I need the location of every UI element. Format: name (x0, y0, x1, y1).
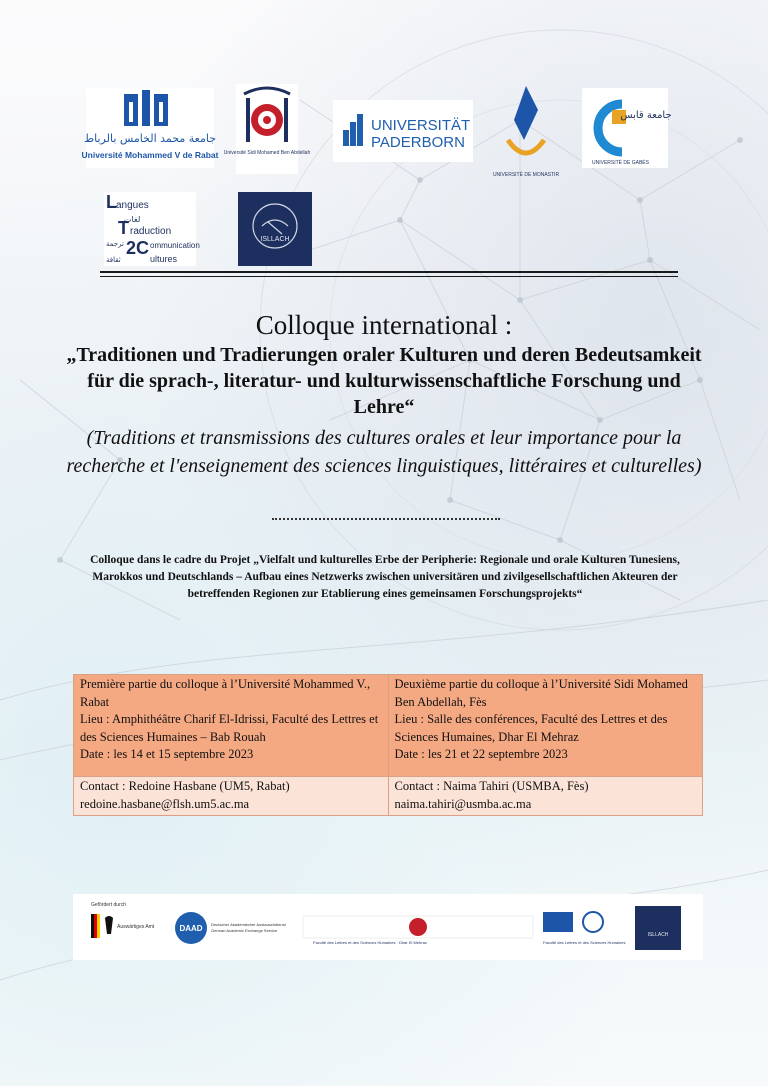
svg-text:2C: 2C (126, 238, 150, 258)
right-date: Date : les 21 et 22 septembre 2023 (394, 747, 568, 761)
right-lieu: Lieu : Salle des conférences, Faculté des Lettres et des Sciences Humaines, Dhar El Mehraz (394, 712, 668, 744)
fes-faculty-text: Faculté des Lettres et des Sciences Humaines · Dhar El Mehraz (313, 940, 427, 945)
monastir-logo (494, 80, 558, 180)
usmba-logo (223, 84, 311, 174)
dotted-separator (272, 518, 500, 520)
project-description: Colloque dans le cadre du Projet „Vielfalt und kulturelles Erbe der Peripherie: Regionale und orale Kulturen Tunesiens, Marokkos und Deutschlands – Aufbau eines Netzwerks zwischen universitären und zivilgesellschaftlichen Akteuren der betreffenden Regionen zur Etablierung eines gemeinsamen Forschungsprojekts“ (90, 554, 680, 600)
paderborn-line2: PADERBORN (371, 134, 465, 151)
schedule-table (73, 674, 703, 816)
page-title: Colloque international : (255, 310, 513, 340)
ltc-l2: raduction (130, 226, 172, 237)
auswaertiges-amt-text: Auswärtiges Amt (117, 924, 155, 930)
um5-arabic: جامعة محمد الخامس بالرباط (83, 132, 217, 145)
monastir-text: UNIVERSITÉ DE MONASTIR (492, 172, 560, 178)
svg-text:T: T (118, 218, 129, 238)
daad-label: DAAD (179, 924, 203, 933)
paderborn-logo (333, 100, 473, 162)
ltc-l1: angues (116, 200, 149, 211)
left-contact-cell (74, 777, 389, 816)
right-email-link[interactable]: naima.tahiri@usmba.ac.ma (394, 796, 532, 811)
gabes-logo (582, 88, 672, 168)
isllach-text: ISLLACH (260, 236, 290, 243)
left-part: Première partie du colloque à l’Université Mohammed V., Rabat (80, 677, 371, 709)
isllach-small-text: ISLLACH (647, 932, 669, 938)
rabat-faculty-text: Faculté des Lettres et des Sciences Humaines (543, 940, 626, 945)
german-eagle-icon (91, 914, 113, 938)
usmba-text: Université Sidi Mohamed Ben Abdellah (223, 150, 311, 156)
right-contact-cell (388, 777, 703, 816)
left-lieu: Lieu : Amphithéâtre Charif El-Idrissi, Faculté des Lettres et des Sciences Humaines – Bab Rouah (80, 712, 379, 744)
french-title: (Traditions et transmissions des cultures orales et leur importance pour la recherche et l'enseignement des sciences linguistiques, littéraires et culturelles) (66, 427, 702, 477)
um5-small-icon (543, 912, 573, 932)
ltc-ar1: لغات (124, 215, 141, 224)
right-part: Deuxième partie du colloque à l’Université Sidi Mohamed Ben Abdellah, Fès (394, 677, 688, 709)
gabes-arabic: جامعة قابس (620, 110, 672, 121)
um5-name: Université Mohammed V de Rabat (81, 150, 219, 160)
daad-text1: Deutscher Akademischer Austauschdienst (211, 922, 286, 927)
ltc-logo (104, 192, 200, 266)
ltc-ar4: ثقافة (106, 256, 121, 264)
daad-text2: German Academic Exchange Service (211, 928, 278, 933)
sponsor-logos (73, 894, 703, 960)
right-part-cell (388, 675, 703, 777)
german-title: „Traditionen und Tradierungen oraler Kulturen und deren Bedeutsamkeit für die sprach-, literatur- und kulturwissenschaftliche Forschung und Lehre“ (66, 344, 702, 418)
ltc-ar2: ترجمة (106, 240, 124, 248)
isllach-logo (238, 192, 312, 266)
header-rule-top (100, 271, 678, 273)
gefoerdert-text: Gefördert durch (91, 902, 127, 908)
left-email-link[interactable]: redoine.hasbane@flsh.um5.ac.ma (80, 796, 250, 811)
fes-faculty-icon (409, 918, 427, 936)
svg-text:L: L (106, 192, 117, 212)
sponsor-footer (73, 894, 703, 960)
isllach-small-icon (635, 906, 681, 950)
left-part-cell (74, 675, 389, 777)
paderborn-line1: UNIVERSITÄT (371, 117, 471, 134)
um5-logo (81, 88, 219, 168)
left-date: Date : les 14 et 15 septembre 2023 (80, 747, 254, 761)
rabat-faculty-icon (583, 912, 603, 932)
left-contact: Contact : Redoine Hasbane (UM5, Rabat) (80, 779, 290, 793)
right-contact: Contact : Naima Tahiri (USMBA, Fès) (394, 779, 589, 793)
gabes-text: UNIVERSITÉ DE GABÈS (592, 160, 649, 166)
ltc-l3: ommunication (150, 241, 200, 250)
ltc-l4: ultures (150, 254, 178, 264)
header-rule-bottom (100, 276, 678, 277)
